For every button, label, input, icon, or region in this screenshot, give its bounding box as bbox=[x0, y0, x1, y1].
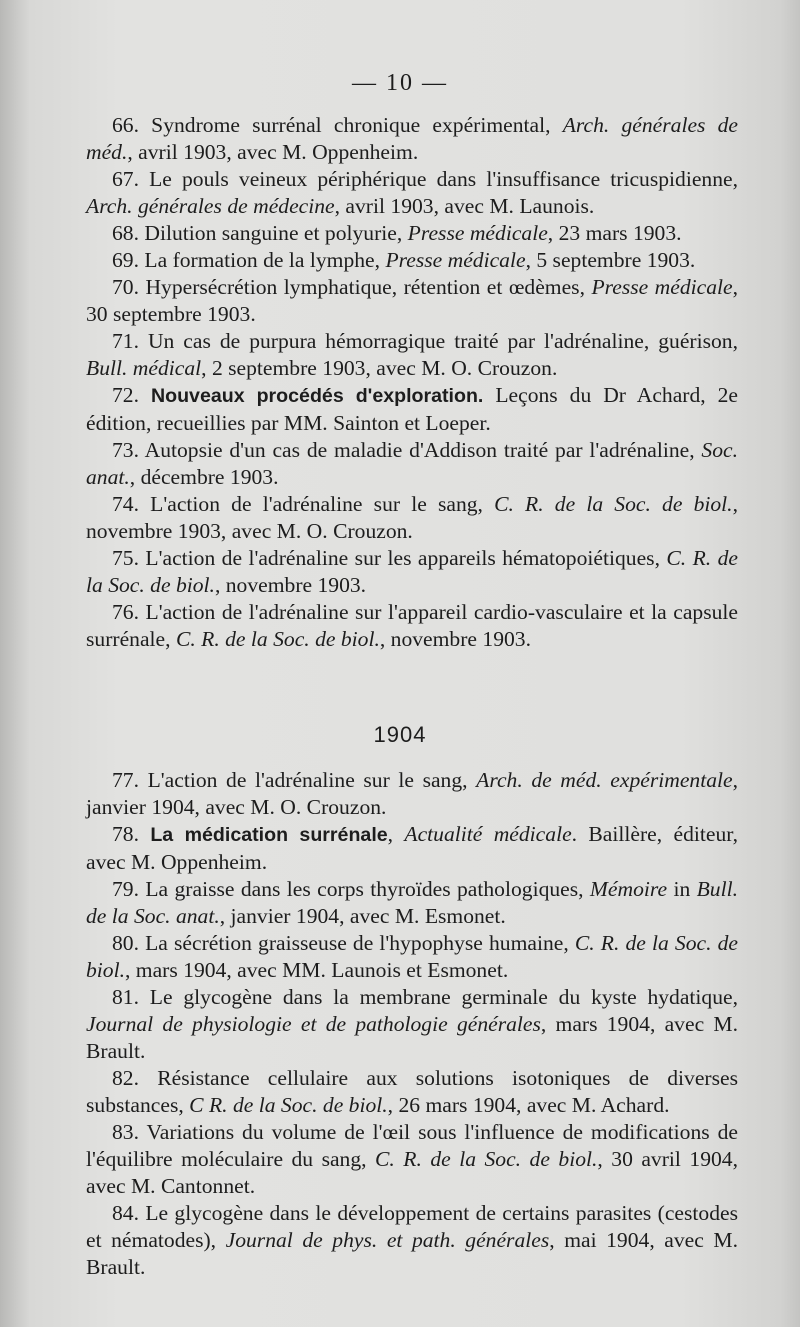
bibliography-entry bbox=[86, 220, 738, 247]
bibliography-entry bbox=[86, 930, 738, 984]
entry-text: , 30 septembre 1903. bbox=[86, 275, 739, 326]
year-heading: 1904 bbox=[373, 722, 427, 747]
entry-journal: Bull. médical bbox=[86, 356, 202, 380]
bibliography-entry bbox=[86, 984, 738, 1065]
entry-text: , novembre 1903. bbox=[214, 573, 367, 597]
page-number: — 10 — bbox=[352, 70, 448, 96]
entry-text: , 5 septembre 1903. bbox=[525, 248, 696, 272]
bibliography-entry bbox=[86, 274, 738, 328]
bibliography-entry bbox=[86, 382, 738, 437]
bibliography-list-1903 bbox=[86, 112, 738, 653]
entry-text: , novembre 1903. bbox=[379, 627, 531, 651]
entry-journal: Actualité médicale bbox=[404, 822, 572, 846]
entry-text: , avril 1903, avec M. Launois. bbox=[334, 194, 595, 218]
entry-text: 66. Syndrome surrénal chronique expérimental, bbox=[112, 113, 563, 137]
bibliography-entry bbox=[86, 328, 738, 382]
bibliography-entry bbox=[86, 599, 738, 653]
entry-journal: Arch. de méd. expérimentale bbox=[476, 768, 733, 792]
entry-journal: Journal de phys. et path. générales bbox=[225, 1228, 550, 1252]
entry-text: 73. Autopsie d'un cas de maladie d'Addison traité par l'adrénaline, bbox=[112, 438, 702, 462]
entry-text: 75. L'action de l'adrénaline sur les appareils hématopoiétiques, bbox=[112, 546, 667, 570]
entry-text: Leçons du Dr Achard, 2e édition, recueillies par MM. Sainton et Loeper. bbox=[86, 383, 739, 435]
entry-journal: Arch. générales de médecine bbox=[86, 194, 335, 218]
bibliography-entry bbox=[86, 1119, 738, 1200]
entry-text: , avril 1903, avec M. Oppenheim. bbox=[127, 140, 419, 164]
bibliography-entry bbox=[86, 767, 738, 821]
entry-journal: Presse médicale bbox=[591, 275, 733, 299]
entry-journal: Arch. générales de méd. bbox=[86, 113, 738, 164]
entry-text: 83. Variations du volume de l'œil sous l'influence de modifications de l'équilibre moléculaire du sang, bbox=[86, 1120, 738, 1171]
bibliography-entry bbox=[86, 247, 738, 274]
entry-journal: Journal de physiologie et de pathologie générales bbox=[86, 1012, 541, 1036]
entry-text: , 23 mars 1903. bbox=[547, 221, 682, 245]
entry-text: 78. bbox=[112, 822, 151, 846]
bibliography-entry bbox=[86, 1065, 738, 1119]
entry-journal: Mémoire bbox=[589, 877, 668, 901]
entry-text: 82. Résistance cellulaire aux solutions isotoniques de diverses substances, bbox=[86, 1066, 738, 1117]
bibliography-entry bbox=[86, 1200, 738, 1281]
entry-journal: C. R. de la Soc. de biol. bbox=[86, 546, 738, 597]
entry-title-bold: La médication surrénale bbox=[150, 824, 388, 846]
entry-journal: Bull. de la Soc. anat. bbox=[86, 877, 738, 928]
entry-text: , janvier 1904, avec M. Esmonet. bbox=[219, 904, 506, 928]
entry-journal: C. R. de la Soc. de biol. bbox=[375, 1147, 598, 1171]
entry-text: , 2 septembre 1903, avec M. O. Crouzon. bbox=[201, 356, 558, 380]
entry-text: . Baillère, éditeur, avec M. Oppenheim. bbox=[86, 822, 738, 874]
entry-text: 72. bbox=[112, 383, 151, 407]
entry-text: 69. La formation de la lymphe, bbox=[112, 248, 386, 272]
entry-text: 77. L'action de l'adrénaline sur le sang, bbox=[112, 768, 477, 792]
entry-journal: C. R. de la Soc. de biol. bbox=[86, 931, 738, 982]
entry-text: in bbox=[667, 877, 697, 901]
entry-text: , 26 mars 1904, avec M. Achard. bbox=[387, 1093, 670, 1117]
entry-text: , mars 1904, avec M. Brault. bbox=[86, 1012, 738, 1063]
entry-text: , mars 1904, avec MM. Launois et Esmonet. bbox=[125, 958, 509, 982]
entry-text: , mai 1904, avec M. Brault. bbox=[86, 1228, 738, 1279]
entry-text: 71. Un cas de purpura hémorragique traité par l'adrénaline, guérison, bbox=[112, 329, 738, 353]
entry-text: 81. Le glycogène dans la membrane germinale du kyste hydatique, bbox=[112, 985, 738, 1009]
bibliography-list-1904 bbox=[86, 767, 738, 1281]
entry-text: , bbox=[387, 822, 405, 846]
entry-title-bold: Nouveaux procédés d'exploration. bbox=[150, 385, 484, 407]
entry-text: 79. La graisse dans les corps thyroïdes pathologiques, bbox=[112, 877, 590, 901]
entry-journal: Presse médicale bbox=[385, 248, 526, 272]
bibliography-entry bbox=[86, 112, 738, 166]
bibliography-entry bbox=[86, 166, 738, 220]
entry-text: 84. Le glycogène dans le développement de certains parasites (cestodes et nématodes), bbox=[86, 1201, 738, 1252]
bibliography-entry bbox=[86, 545, 738, 599]
entry-journal: Soc. anat. bbox=[86, 438, 738, 489]
entry-journal: Presse médicale bbox=[407, 221, 548, 245]
entry-text: 70. Hypersécrétion lymphatique, rétention et œdèmes, bbox=[112, 275, 592, 299]
bibliography-entry bbox=[86, 437, 738, 491]
entry-text: 76. L'action de l'adrénaline sur l'appareil cardio-vasculaire et la capsule surrénale, bbox=[86, 600, 738, 651]
entry-text: 68. Dilution sanguine et polyurie, bbox=[112, 221, 408, 245]
entry-text: 80. La sécrétion graisseuse de l'hypophyse humaine, bbox=[112, 931, 575, 955]
entry-text: , 30 avril 1904, avec M. Cantonnet. bbox=[86, 1147, 738, 1198]
entry-text: , novembre 1903, avec M. O. Crouzon. bbox=[86, 492, 738, 543]
bibliography-entry bbox=[86, 876, 738, 930]
entry-journal: C R. de la Soc. de biol. bbox=[189, 1093, 388, 1117]
entry-text: 74. L'action de l'adrénaline sur le sang, bbox=[112, 492, 495, 516]
entry-text: , décembre 1903. bbox=[129, 465, 279, 489]
entry-text: 67. Le pouls veineux périphérique dans l'insuffisance tricuspidienne, bbox=[112, 167, 738, 191]
entry-journal: C. R. de la Soc. de biol. bbox=[175, 627, 380, 651]
entry-journal: C. R. de la Soc. de biol. bbox=[494, 492, 733, 516]
bibliography-entry bbox=[86, 491, 738, 545]
bibliography-entry bbox=[86, 821, 738, 876]
entry-text: , janvier 1904, avec M. O. Crouzon. bbox=[86, 768, 738, 819]
